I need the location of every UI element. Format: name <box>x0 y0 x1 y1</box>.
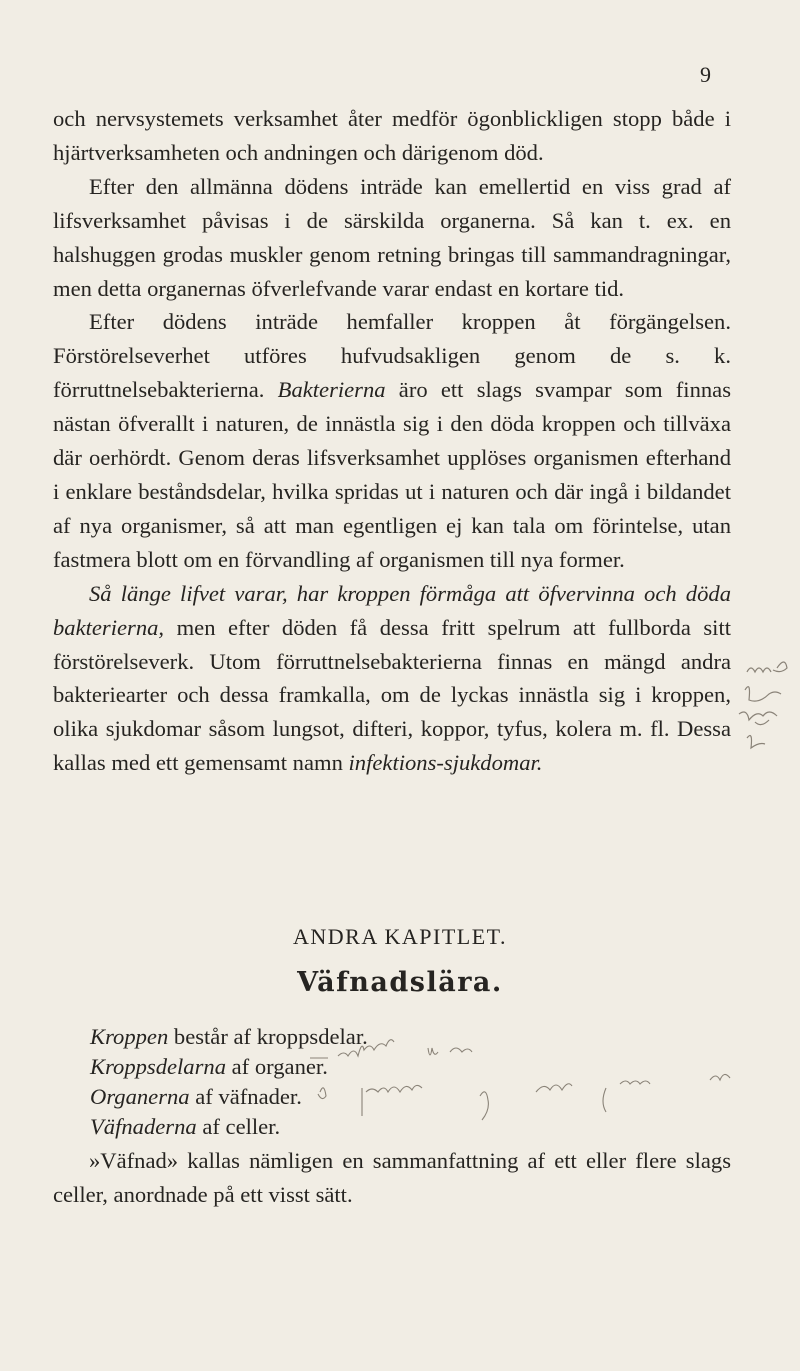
section-title: Väfnadslära. <box>297 967 503 998</box>
definition-line <box>90 1052 730 1082</box>
page-number: 9 <box>700 62 711 87</box>
paragraph-3 <box>53 305 731 576</box>
text-run: och nervsystemets verksamhet åter medför ögonblickligen stopp både i hjärtverksamheten och andningen och därigenom död. <box>53 106 731 165</box>
text-run: af organer. <box>226 1054 328 1079</box>
closing-paragraph: »Väfnad» kallas nämligen en sammanfattning af ett eller flere slags celler, anordnade på ett visst sätt. <box>53 1148 731 1207</box>
paragraph-4 <box>53 577 731 780</box>
definition-line <box>90 1112 730 1142</box>
definition-line <box>90 1082 730 1112</box>
italic-run: Organerna <box>90 1084 190 1109</box>
text-run: men efter döden få dessa fritt spelrum att fullborda sitt förstörelseverk. Utom förruttnelsebakterierna finnas en mängd andra bakteriearter och dessa framkalla, om de lyckas innästla sig i kroppen, olika sjukdomar såsom lungsot, difteri, koppor, tyfus, kolera m. fl. Dessa kallas med ett gemensamt namn <box>53 614 731 776</box>
text-run: Efter dödens inträde hemfaller kroppen åt förgängelsen. Förstörelseverhet utföres hufvudsakligen genom de s. k. förruttnelsebakterierna. <box>53 309 731 403</box>
italic-run: Bakterierna <box>277 377 386 403</box>
text-run: består af kroppsdelar. <box>168 1024 368 1049</box>
paragraph-1 <box>53 102 731 170</box>
body-text <box>53 102 731 780</box>
definition-line <box>90 1022 730 1052</box>
definition-list <box>90 1022 730 1142</box>
text-run: af väfnader. <box>189 1084 302 1109</box>
paragraph-2 <box>53 170 731 306</box>
italic-run: Väfnaderna <box>90 1114 197 1139</box>
italic-run: Kroppsdelarna <box>90 1054 226 1079</box>
margin-scribble-right <box>735 650 795 760</box>
italic-run: infektions-sjukdomar. <box>348 750 543 776</box>
italic-run: Så länge lifvet varar, har kroppen förmåga att öfvervinna och döda bakterierna, <box>53 580 731 640</box>
chapter-heading: ANDRA KAPITLET. <box>293 924 507 949</box>
text-run: Efter den allmänna dödens inträde kan emellertid en viss grad af lifsverksamhet påvisas i de särskilda organerna. Så kan t. ex. en halshuggen grodas muskler genom retning bringas till sammandragningar, men detta organernas öfverlefvande varar endast en kortare tid. <box>53 173 731 301</box>
text-run: af celler. <box>196 1114 281 1139</box>
italic-run: Kroppen <box>90 1024 169 1049</box>
text-run: äro ett slags svampar som finnas nästan öfverallt i naturen, de innästla sig i den döda kroppen och tillväxa där oerhördt. Genom deras lifsverksamhet upplöses organismen efterhand i enklare beståndsdelar, hvilka spridas ut i naturen och där ingå i bildandet af nya organismer, så att man egentligen ej kan tala om förintelse, utan fastmera blott om en förvandling af organismen till nya former. <box>53 377 732 572</box>
